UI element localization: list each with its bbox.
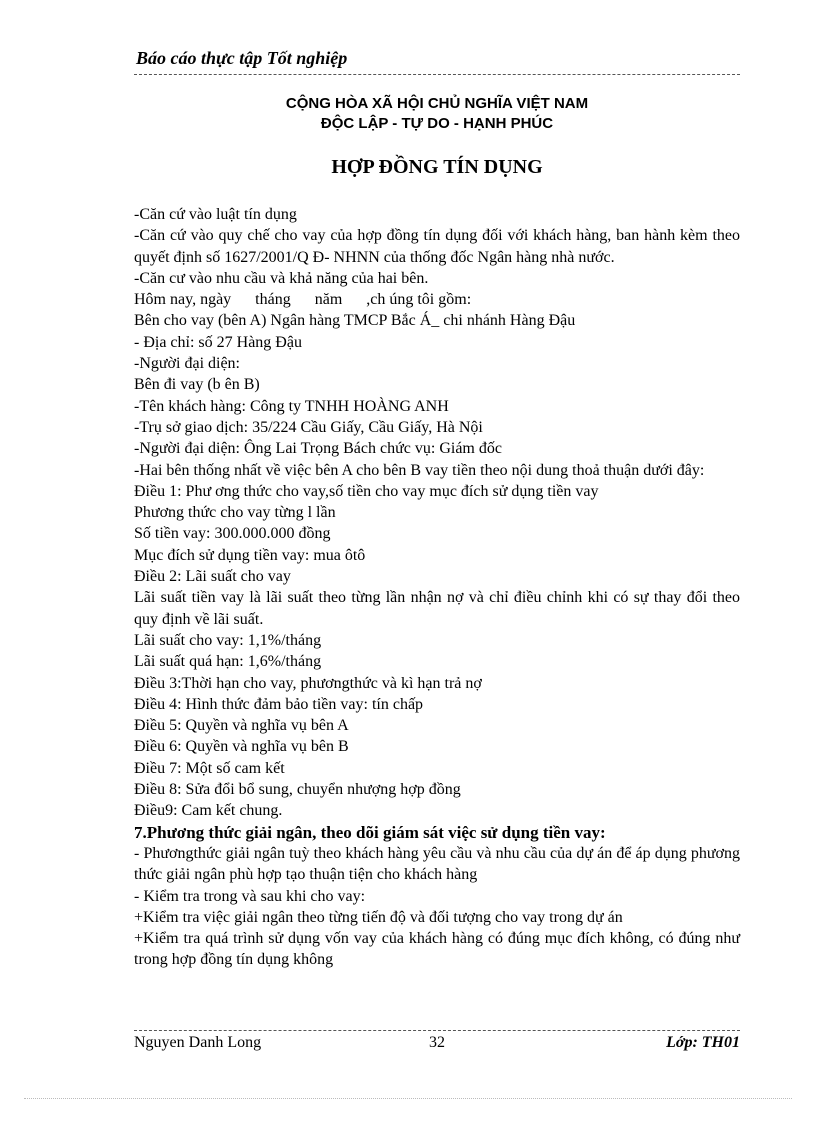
body-line: Điều 3:Thời hạn cho vay, phươngthức và kì hạn trả nợ [134,674,482,692]
report-header-title: Báo cáo thực tập Tốt nghiệp [136,48,348,68]
body-line: -Người đại diện: Ông Lai Trọng Bách chức vụ: Giám đốc [134,440,502,458]
body-line: -Căn cư vào nhu cầu và khả năng của hai bên. [134,269,429,287]
body-line: -Trụ sở giao dịch: 35/224 Cầu Giấy, Cầu Giấy, Hà Nội [134,418,483,436]
body-line: +Kiểm tra quá trình sử dụng vốn vay của khách hàng có đúng mục đích không, có đúng như trong hợp đồng tín dụng không [134,930,740,969]
document-title: HỢP ĐỒNG TÍN DỤNG [331,156,543,178]
body-line: Điều 5: Quyền và nghĩa vụ bên A [134,717,349,735]
body-line: -Tên khách hàng: Công ty TNHH HOÀNG ANH [134,397,449,415]
footer-class-label: Lớp: TH01 [666,1034,740,1051]
footer-author: Nguyen Danh Long [134,1034,262,1051]
body-line: Điều 7: Một số cam kết [134,759,285,777]
section-7-heading [134,822,740,843]
body-line: Hôm nay, ngày tháng năm ,ch úng tôi gồm: [134,291,472,309]
national-motto [134,94,740,134]
footer-divider [134,1030,740,1031]
body-line: Điều 6: Quyền và nghĩa vụ bên B [134,738,349,756]
page-edge-divider [24,1098,792,1099]
body-line: Lãi suất tiền vay là lãi suất theo từng lần nhận nợ và chỉ điều chỉnh khi có sự thay đổi theo quy định về lãi suất. [134,589,740,628]
section-7-number: 7. [134,822,147,842]
section-7-colon: : [600,822,606,842]
body-line: Điều 2: Lãi suất cho vay [134,568,291,586]
national-name: CỘNG HÒA XÃ HỘI CHỦ NGHĨA VIỆT NAM [285,95,589,112]
body-line: Bên đi vay (b ên B) [134,376,260,394]
section-7-title: Phương thức giải ngân, theo dõi giám sát việc sử dụng tiền vay [146,822,601,842]
body-line: -Căn cứ vào quy chế cho vay của hợp đồng tín dụng đối với khách hàng, ban hành kèm theo quyết định số 1627/2001/Q Đ- NHNN của thống đốc Ngân hàng nhà nước. [134,227,740,266]
body-line: Điều 4: Hình thức đảm bảo tiền vay: tín chấp [134,695,424,713]
body-line: Điều9: Cam kết chung. [134,802,283,820]
body-line: - Phươngthức giải ngân tuỳ theo khách hàng yêu cầu và nhu cầu của dự án để áp dụng phương thức giải ngân phù hợp tạo thuận tiện cho khách hàng [134,844,740,884]
national-motto-line: ĐỘC LẬP - TỰ DO - HẠNH PHÚC [320,115,554,132]
body-line: - Kiểm tra trong và sau khi cho vay: [134,887,366,905]
body-line: -Người đại diện: [134,355,240,373]
body-line: Lãi suất quá hạn: 1,6%/tháng [134,653,322,671]
document-body [134,204,740,971]
body-line: Điều 1: Phư ơng thức cho vay,số tiền cho vay mục đích sử dụng tiền vay [134,482,599,500]
page-number: 32 [429,1034,445,1051]
header-divider [134,74,740,75]
body-line: Điều 8: Sửa đổi bổ sung, chuyển nhượng hợp đồng [134,781,461,799]
body-line: +Kiểm tra việc giải ngân theo từng tiến độ và đối tượng cho vay trong dự án [134,908,623,926]
body-line: -Hai bên thống nhất về việc bên A cho bên B vay tiền theo nội dung thoả thuận dưới đây: [134,461,705,479]
body-line: Lãi suất cho vay: 1,1%/tháng [134,631,322,649]
body-line: Bên cho vay (bên A) Ngân hàng TMCP Bắc Á_ chi nhánh Hàng Đậu [134,312,576,330]
page-footer [134,1034,740,1056]
body-line: Số tiền vay: 300.000.000 đồng [134,525,331,543]
body-line: Mục đích sử dụng tiền vay: mua ôtô [134,546,366,564]
body-line: Phương thức cho vay từng l lần [134,504,336,522]
body-line: -Căn cứ vào luật tín dụng [134,206,297,223]
body-line: - Địa chỉ: số 27 Hàng Đậu [134,333,302,351]
